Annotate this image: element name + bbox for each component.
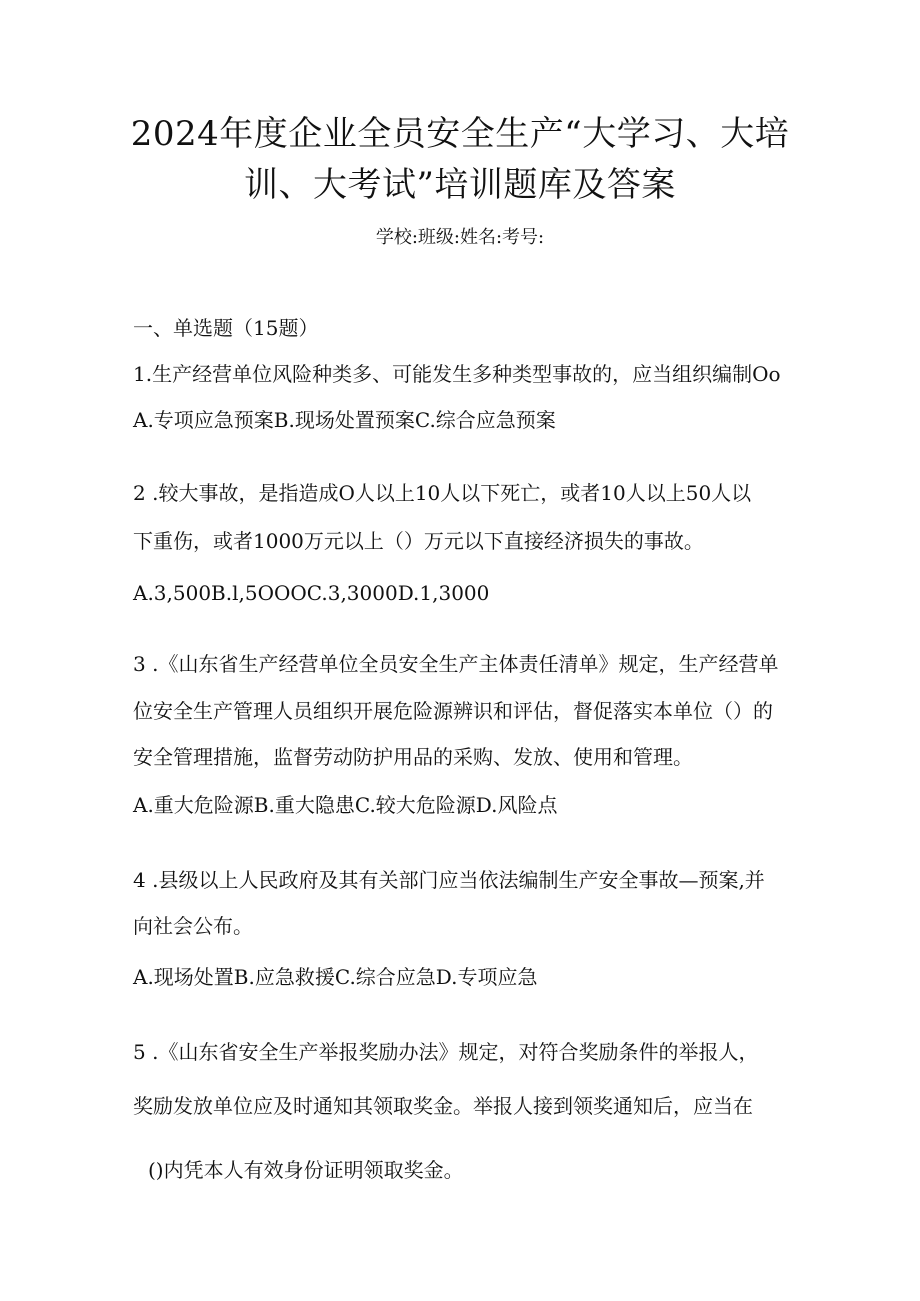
section-heading: 一、单选题（15题） <box>133 316 319 340</box>
question-3-text-cont: 位安全生产管理人员组织开展危险源辨识和评估，督促落实本单位（）的 <box>133 699 773 723</box>
question-5-text-cont: ()内凭本人有效身份证明领取奖金。 <box>148 1158 464 1182</box>
question-4-text-cont: 向社会公布。 <box>133 914 253 938</box>
student-info-line: 学校:班级:姓名:考号: <box>375 227 545 248</box>
question-1-text: 1.生产经营单位风险种类多、可能发生多种类型事故的，应当组织编制Oo <box>133 362 781 386</box>
question-2-text: 2 .较大事故，是指造成O人以上10人以下死亡，或者10人以上50人以 <box>133 481 752 505</box>
question-2-text-cont: 下重伤，或者1000万元以上（）万元以下直接经济损失的事故。 <box>133 529 704 553</box>
question-5-text-cont: 奖励发放单位应及时通知其领取奖金。举报人接到领奖通知后，应当在 <box>133 1094 753 1118</box>
question-4-options: A.现场处置B.应急救援C.综合应急D.专项应急 <box>133 965 538 989</box>
question-3-text-cont: 安全管理措施，监督劳动防护用品的采购、发放、使用和管理。 <box>133 745 693 769</box>
question-5-text: 5 .《山东省安全生产举报奖励办法》规定，对符合奖励条件的举报人， <box>133 1040 759 1064</box>
question-1-options: A.专项应急预案B.现场处置预案C.综合应急预案 <box>133 408 556 432</box>
document-title-line-1: 2024年度企业全员安全生产“大学习、大培 <box>130 114 790 154</box>
document-title-line-2: 训、大考试”培训题库及答案 <box>244 165 676 205</box>
question-3-text: 3 .《山东省生产经营单位全员安全生产主体责任清单》规定，生产经营单 <box>133 652 779 676</box>
question-2-options: A.3,500B.l,5OOOC.3,3000D.1,3000 <box>133 581 490 605</box>
question-4-text: 4 .县级以上人民政府及其有关部门应当依法编制生产安全事故—预案,并 <box>133 868 765 892</box>
question-3-options: A.重大危险源B.重大隐患C.较大危险源D.风险点 <box>133 793 558 817</box>
